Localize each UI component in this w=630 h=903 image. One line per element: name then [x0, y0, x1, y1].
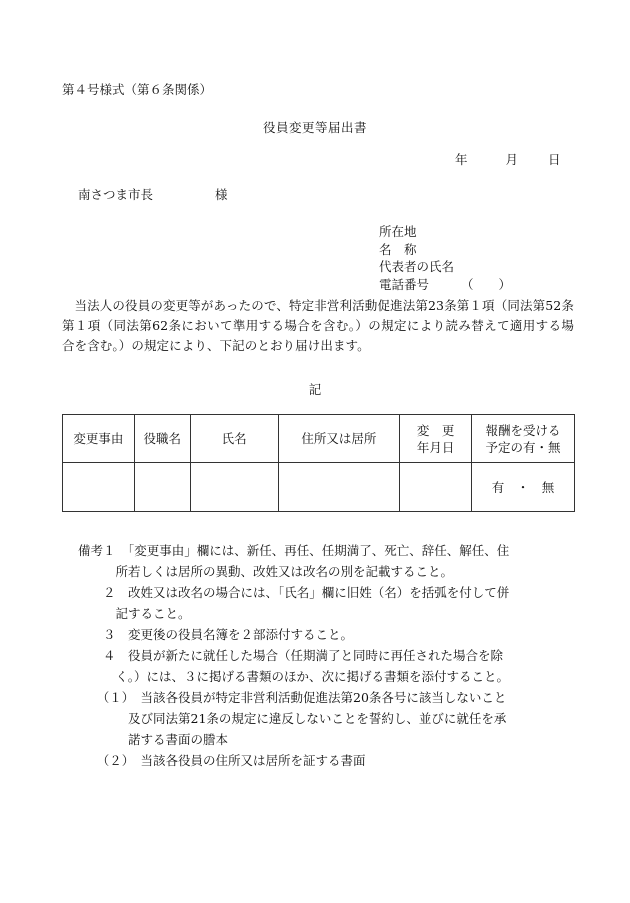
cell-position[interactable]	[134, 463, 190, 512]
date-day-label: 日	[548, 152, 561, 167]
note-line: ３ 変更後の役員名簿を２部添付すること。	[78, 627, 354, 642]
date-year-label: 年	[455, 152, 468, 167]
phone-row	[379, 276, 511, 294]
note-line: 諾する書面の謄本	[78, 732, 229, 747]
applicant-block	[379, 223, 511, 293]
date-month-label: 月	[505, 152, 519, 167]
cell-name[interactable]	[190, 463, 278, 512]
note-line: 所若しくは居所の異動、改姓又は改名の別を記載すること。	[78, 564, 454, 579]
header-change-date: 変 更 年月日	[400, 415, 472, 463]
cell-remuneration[interactable]: 有 ・ 無	[472, 463, 575, 512]
note-line: ４ 役員が新たに就任した場合（任期満了と同時に再任された場合を除	[78, 648, 504, 663]
note-line: く。）には、３に掲げる書類のほか、次に掲げる書類を添付すること。	[78, 669, 510, 684]
cell-change-reason[interactable]	[63, 463, 135, 512]
addressee-name: 南さつま市長	[78, 187, 154, 202]
table-header-row	[63, 415, 575, 463]
body-text: 当法人の役員の変更等があったので、特定非営利活動促進法第23条第１項（同法第52条第１項（同法第62条において準用する場合を含む。）の規定により読み替えて適用する場合を含む。）の規定により、下記のとおり届け出ます。	[62, 298, 574, 353]
note-line: 記すること。	[78, 606, 191, 621]
representative-label: 代表者の氏名	[379, 259, 455, 274]
note-line: （１） 当該各役員が特定非営利活動促進法第20条各号に該当しないこと	[78, 690, 507, 705]
corp-name-label: 名 称	[379, 241, 417, 257]
phone-paren: （ ）	[461, 276, 512, 292]
change-table	[62, 414, 575, 512]
table-row	[63, 463, 575, 512]
notes	[78, 540, 578, 771]
note-line: 及び同法第21条の規定に違反しないことを誓約し、並びに就任を承	[78, 711, 507, 726]
note-line: 備考１ 「変更事由」欄には、新任、再任、任期満了、死亡、辞任、解任、住	[78, 543, 510, 558]
note-line: ２ 改姓又は改名の場合には、「氏名」欄に旧姓（名）を括弧を付して併	[78, 585, 510, 600]
header-position: 役職名	[134, 415, 190, 463]
date-line	[455, 154, 561, 167]
document-title: 役員変更等届出書	[262, 120, 367, 135]
addressee	[78, 189, 228, 202]
ki-heading: 記	[308, 382, 322, 397]
cell-address[interactable]	[278, 463, 400, 512]
form-number: 第４号様式（第６条関係）	[62, 82, 213, 97]
note-line: （２） 当該各役員の住所又は居所を証する書面	[78, 753, 366, 768]
cell-change-date[interactable]	[400, 463, 472, 512]
addressee-honorific: 様	[215, 187, 228, 202]
header-name: 氏名	[190, 415, 278, 463]
address-label: 所在地	[379, 224, 417, 239]
phone-label: 電話番号	[379, 276, 430, 292]
header-address: 住所又は居所	[278, 415, 400, 463]
header-remuneration: 報酬を受ける 予定の有・無	[472, 415, 575, 463]
header-change-reason: 変更事由	[63, 415, 135, 463]
